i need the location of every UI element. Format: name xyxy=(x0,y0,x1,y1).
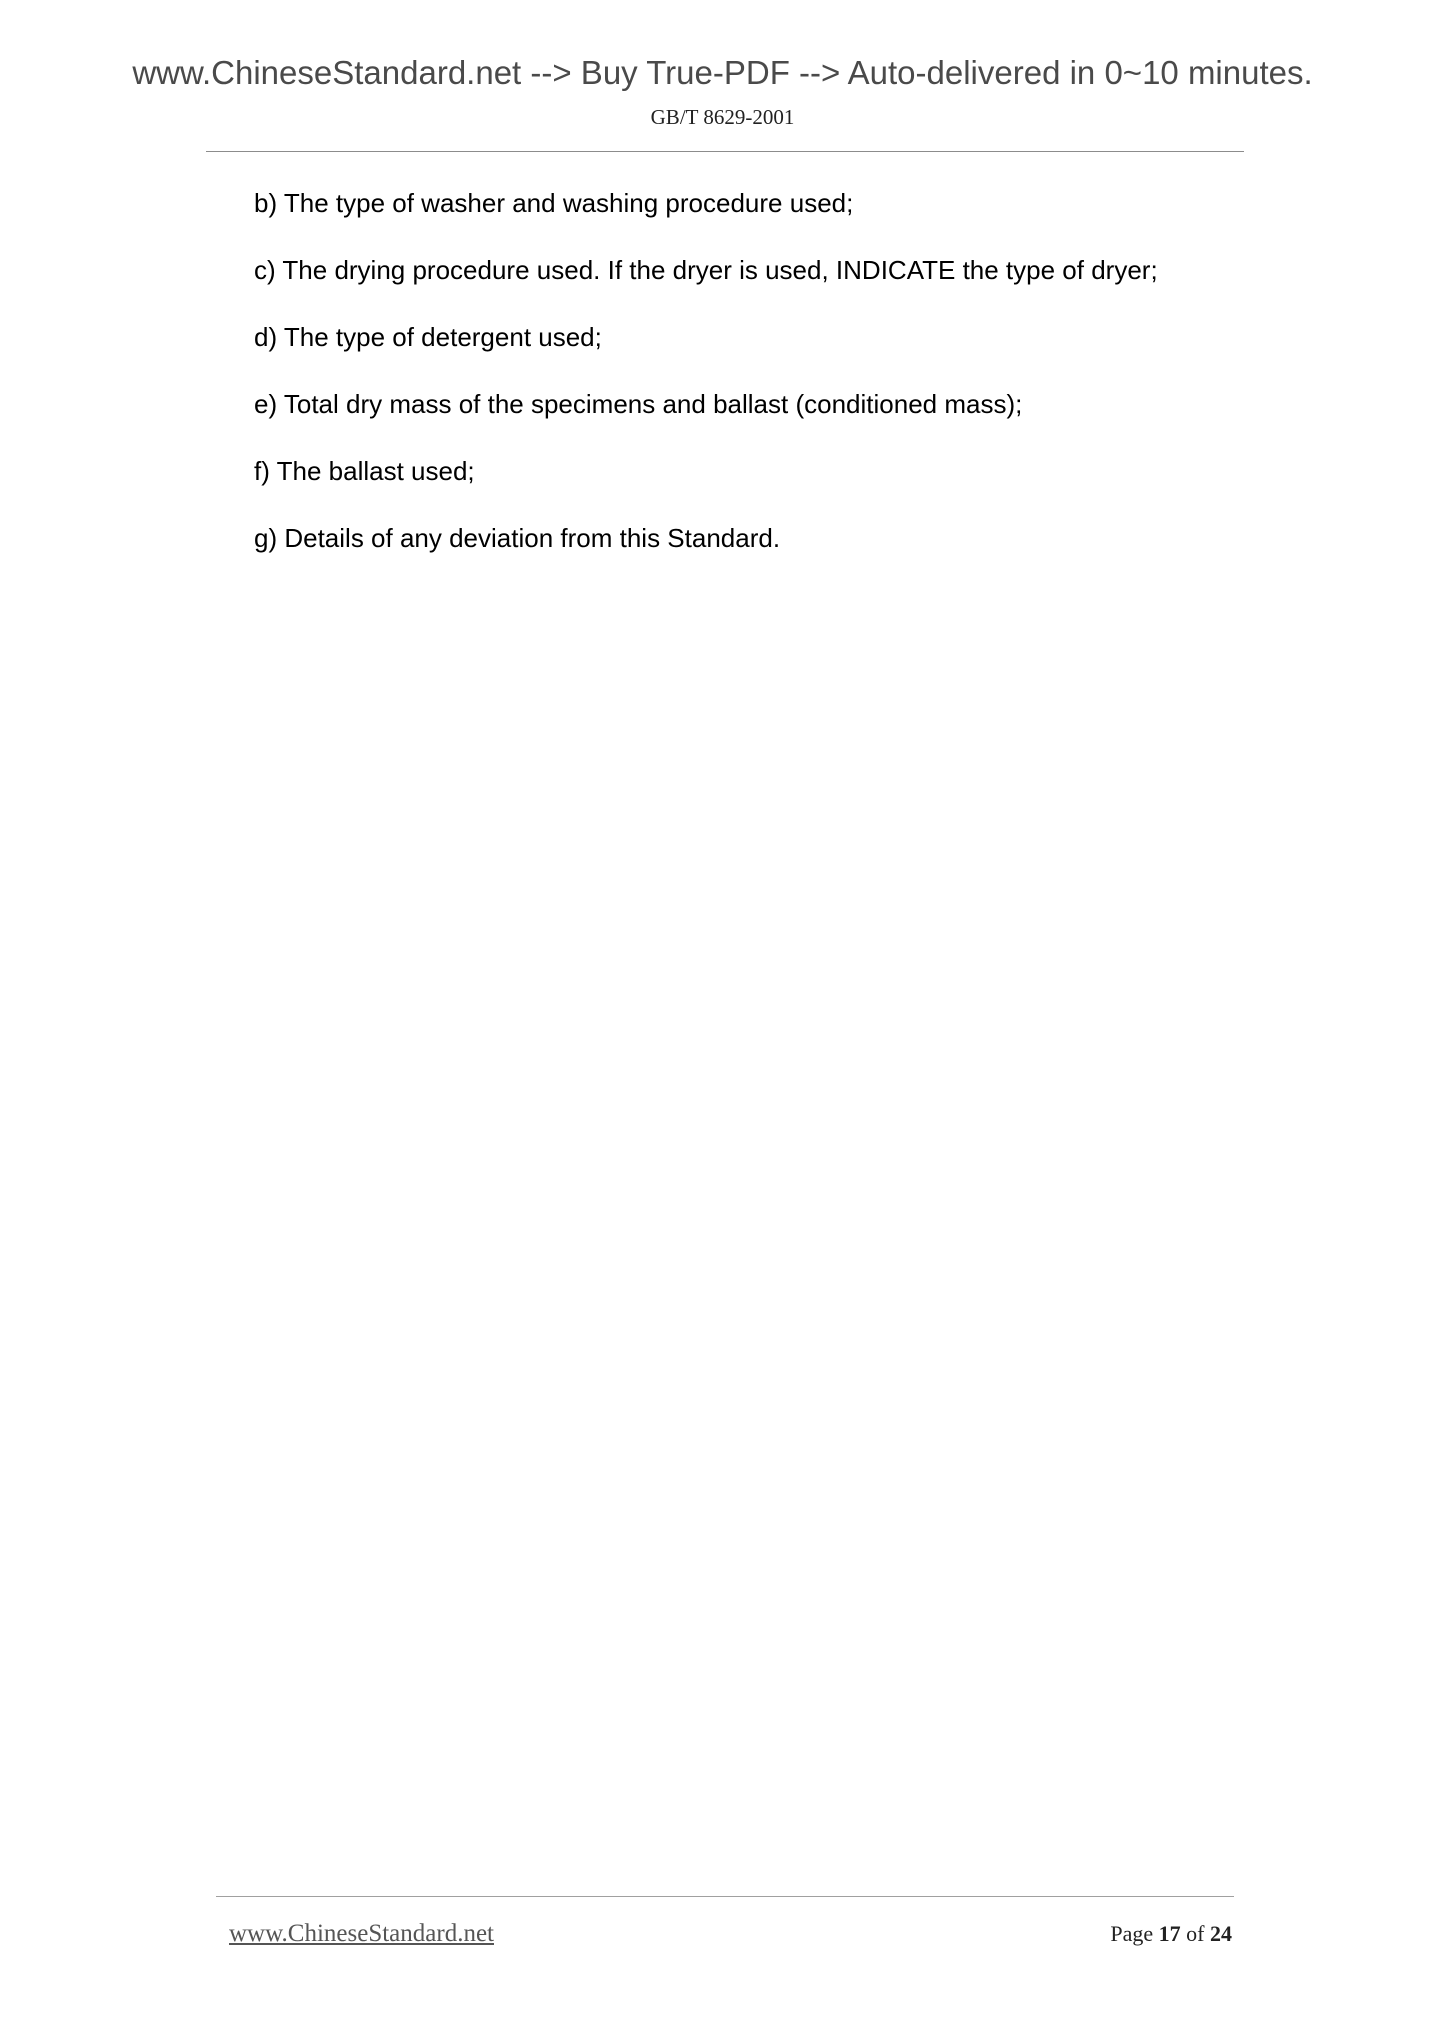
list-item-g: g) Details of any deviation from this Standard. xyxy=(254,523,781,553)
list-item-b: b) The type of washer and washing procedure used; xyxy=(254,188,854,218)
list-item-c: c) The drying procedure used. If the dryer is used, INDICATE the type of dryer; xyxy=(254,255,1158,285)
header-divider xyxy=(206,151,1244,152)
list-item-f: f) The ballast used; xyxy=(254,456,475,486)
page-total: 24 xyxy=(1210,1921,1232,1946)
page-number xyxy=(1110,1923,1232,1945)
report-items-list xyxy=(254,186,1214,588)
page-word: Page xyxy=(1110,1921,1154,1946)
page-of-word: of xyxy=(1186,1921,1205,1946)
list-item-e: e) Total dry mass of the specimens and ballast (conditioned mass); xyxy=(254,389,1023,419)
list-item-d: d) The type of detergent used; xyxy=(254,322,602,352)
page-current: 17 xyxy=(1158,1921,1181,1946)
footer-divider xyxy=(216,1896,1234,1897)
header-banner: www.ChineseStandard.net --> Buy True-PDF --> Auto-delivered in 0~10 minutes. xyxy=(132,54,1313,91)
document-code: GB/T 8629-2001 xyxy=(650,105,795,129)
footer-website-link[interactable]: www.ChineseStandard.net xyxy=(229,1920,494,1947)
